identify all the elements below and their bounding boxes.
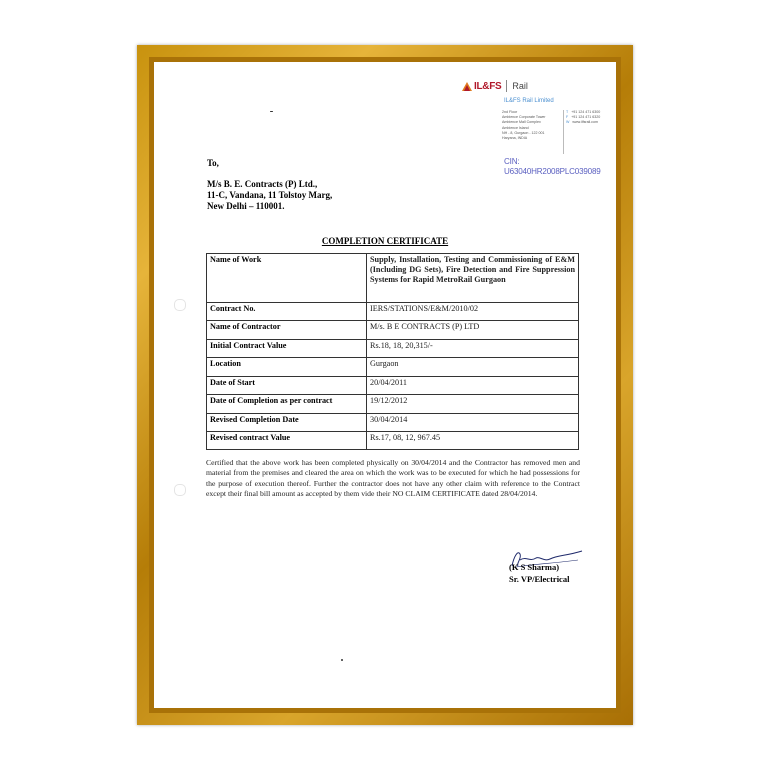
row-value: 20/04/2011 [367,377,579,395]
table-row [207,395,579,414]
address-line: Haryana, INDIA [502,136,528,141]
row-label: Location [207,358,367,377]
row-value: Supply, Installation, Testing and Commissioning of E&M (Including DG Sets), Fire Detection and Fire Suppression Systems for Rapid MetroRail Gurgaon [367,254,579,303]
row-label: Initial Contract Value [207,340,367,358]
contact-phone: T +91 124 471 6300 [566,110,601,114]
table-row [207,303,579,321]
table-row [207,254,579,303]
contact-fax: F +91 124 471 6320 [566,115,601,120]
recipient-line: New Delhi – 110001. [207,201,285,211]
table-row [207,432,579,450]
row-label: Date of Completion as per contract [207,395,367,414]
punch-hole [174,299,186,311]
address-line: Ambience Mall Complex [502,120,541,125]
row-label: Name of Contractor [207,321,367,340]
row-label: Revised Completion Date [207,414,367,432]
recipient-line: 11-C, Vandana, 11 Tolstoy Marg, [207,190,333,200]
table-row [207,414,579,432]
table-row [207,377,579,395]
recipient-line: M/s B. E. Contracts (P) Ltd., [207,179,318,189]
row-value: Rs.18, 18, 20,315/- [367,340,579,358]
signatory-name: (K S Sharma) [509,562,560,572]
row-value: IERS/STATIONS/E&M/2010/02 [367,303,579,321]
table-row [207,321,579,340]
punch-hole [174,484,186,496]
signatory-designation: Sr. VP/Electrical [509,574,570,584]
row-value: M/s. B E CONTRACTS (P) LTD [367,321,579,340]
company-name: IL&FS Rail Limited [504,98,554,104]
address-line: 2nd Floor [502,110,518,114]
address-line: Ambience Island [502,125,529,130]
row-label: Contract No. [207,303,367,321]
salutation: To, [207,158,219,168]
row-label: Name of Work [207,254,367,303]
address-line: NH - 8, Gurgaon - 122 001 [502,130,545,135]
recipient-address [207,179,332,212]
row-value: Rs.17, 08, 12, 967.45 [367,432,579,450]
company-contacts [566,110,600,126]
company-address [502,110,545,141]
address-divider [563,110,564,154]
row-value: 19/12/2012 [367,395,579,414]
row-value: 30/04/2014 [367,414,579,432]
speck [270,111,273,112]
row-value: Gurgaon [367,358,579,377]
logo-division: Rail [512,81,528,91]
certificate-page [154,62,616,708]
row-label: Date of Start [207,377,367,395]
contact-website: W www.ilfsrail.com [566,120,598,125]
address-line: Ambience Corporate Tower [502,115,546,120]
company-logo [462,80,528,92]
contract-details-table [206,253,579,450]
speck [341,659,343,661]
row-label: Revised contract Value [207,432,367,450]
logo-mark-icon [462,82,472,91]
certificate-title: COMPLETION CERTIFICATE [321,236,449,246]
table-row [207,340,579,358]
logo-divider [506,80,507,92]
cin-stamp: CIN: U63040HR2008PLC039089 [504,156,601,176]
logo-text: IL&FS [474,80,502,92]
table-row [207,358,579,377]
certification-paragraph: Certified that the above work has been completed physically on 30/04/2014 and the Contractor has removed men and material from the premises and cleared the area on which the work was to be executed for which he had possessions for the purpose of execution thereof. Further the contractor does not have any other claim with reference to the Contract except their final bill amount as accepted by them vide their NO CLAIM CERTIFICATE dated 28/04/2014. [206,458,580,498]
